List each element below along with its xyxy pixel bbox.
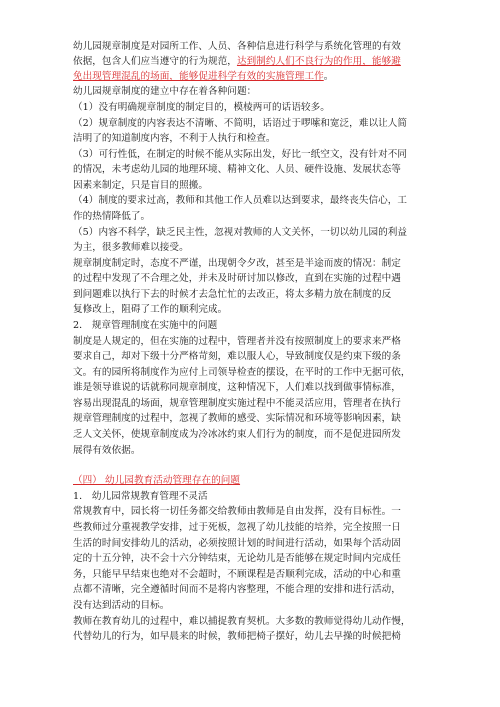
text-line: 些教师过分重视教学安排，过于死板，忽视了幼儿技能的培养，完全按照一日 <box>73 522 401 533</box>
text-line: 的过程中发现了不合理之处，并未及时研讨加以修改，直到在实施的过程中遇 <box>73 273 401 284</box>
highlighted-text: 达到制约人们不良行为的作用，能够避 <box>236 56 401 67</box>
text-line: （5）内容不科学，缺乏民主性，忽视对教师的人文关怀，一切以幼儿园的利益 <box>73 227 408 238</box>
text-line: 代替幼儿的行为，如早晨来的时候，教师把椅子摆好，幼儿去早操的时候把椅 <box>73 631 401 642</box>
text-line: 点都不清晰，完全遵循时间而不是将内容整理，不能合理的安排和进行活动， <box>73 584 401 595</box>
text-line: 生活的时间安排幼儿的活动，必须按照计划的时间进行活动，如果每个活动固 <box>73 538 401 549</box>
text-span: 依据，包含人们应当遵守的行为规范， <box>73 56 237 67</box>
text-line: 到问题难以执行下去的时候才去急忙忙的去改正，将太多精力放在制度的反 <box>73 289 392 300</box>
text-line <box>73 55 401 68</box>
text-line: 教师在教育幼儿的过程中，难以捕捉教育契机。大多数的教师觉得幼儿动作慢， <box>73 616 411 627</box>
text-line: 制度是人规定的，但在实施的过程中，管理者并没有按照制度上的要求来严格 <box>73 336 401 347</box>
text-line: 的情况，未考虑幼儿园的地理环境、精神文化、人员、硬件设施、发展状态等 <box>73 164 401 175</box>
text-span: 。 <box>323 71 334 82</box>
text-line: 洁明了的知道制度内容，不利于人执行和检查。 <box>73 133 276 144</box>
text-line: 幼儿园规章制度的建立中存在着各种问题： <box>73 86 257 97</box>
text-line: 要求自己，却对下级十分严格苛刻，难以服人心，导致制度仅是约束下级的条 <box>73 351 401 362</box>
text-line: 因素来制定，只是盲目的照搬。 <box>73 180 209 191</box>
text-line: 定的十五分钟，决不会十六分钟结束，无论幼儿是否能够在规定时间内完成任 <box>73 553 401 564</box>
text-line: （1）没有明确规章制度的制定目的，模棱两可的话语较多。 <box>73 102 330 113</box>
text-line: 规章制度制定时，态度不严谨，出现朝令夕改，甚至是半途而废的情况：制定 <box>73 258 401 269</box>
text-line: 为主，很多教师难以接受。 <box>73 242 189 253</box>
text-line: 复修改上，阻碍了工作的顺利完成。 <box>73 304 228 315</box>
text-line: （4）制度的要求过高，教师和其他工作人员难以达到要求，最终丧失信心，工 <box>73 195 408 206</box>
text-line: 乏人文关怀，使规章制度成为冷冰冰约束人们行为的制度，而不是促进园所发 <box>73 429 401 440</box>
text-line: 幼儿园规章制度是对园所工作、人员、各种信息进行科学与系统化管理的有效 <box>73 41 401 52</box>
text-line: 规章管理制度的过程中，忽视了教师的感受、实际情况和环境等影响因素，缺 <box>73 413 401 424</box>
text-line: 作的热情降低了。 <box>73 211 151 222</box>
text-line: 常规教育中，园长将一切任务都交给教师由教师是自由发挥，没有目标性。一 <box>73 506 401 517</box>
section-heading-highlighted: （四） 幼儿园教育活动管理存在的问题 <box>73 475 241 486</box>
text-line: 文。有的园所将制度作为应付上司领导检查的摆设，在平时的工作中无据可依， <box>73 367 411 378</box>
subsection-heading: 1． 幼儿园常规教育管理不灵活 <box>73 491 208 502</box>
text-line: （3）可行性低，在制定的时候不能从实际出发，好比一纸空文，没有针对不同 <box>73 149 408 160</box>
section-heading: 2． 规章管理制度在实施中的问题 <box>73 320 218 331</box>
text-line: 容易出现混乱的场面，规章管理制度实施过程中不能灵活应用，管理者在执行 <box>73 398 401 409</box>
text-line: 展得有效依据。 <box>73 445 141 456</box>
text-line: 务，只能早早结束也绝对不会超时，不顾课程是否顺利完成，活动的中心和重 <box>73 569 401 580</box>
highlighted-text: 免出现管理混乱的场面，能够促进科学有效的实施管理工作 <box>73 71 324 82</box>
text-line: （2）规章制度的内容表达不清晰、不简明，话语过于啰嗦和宽泛，难以让人简 <box>73 118 408 129</box>
text-line: 谁是领导谁说的话就称同规章制度，这种情况下，人们难以找到做事情标准， <box>73 382 401 393</box>
text-line <box>73 70 333 83</box>
text-line: 没有达到活动的目标。 <box>73 600 170 611</box>
